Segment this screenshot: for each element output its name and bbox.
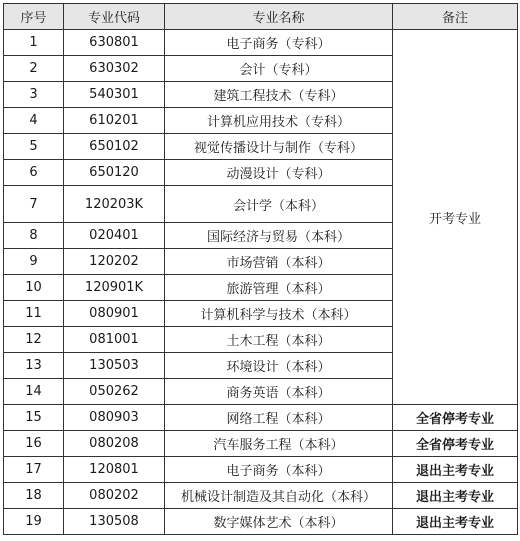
row-name: 土木工程（本科） bbox=[165, 327, 393, 353]
row-name: 计算机应用技术（专科） bbox=[165, 108, 393, 134]
row-name: 网络工程（本科） bbox=[165, 405, 393, 431]
row-code: 080903 bbox=[64, 405, 165, 431]
row-index: 16 bbox=[4, 431, 64, 457]
row-index: 5 bbox=[4, 134, 64, 160]
row-index: 6 bbox=[4, 160, 64, 186]
row-index: 18 bbox=[4, 483, 64, 509]
row-index: 4 bbox=[4, 108, 64, 134]
row-code: 080202 bbox=[64, 483, 165, 509]
row-name: 市场营销（本科） bbox=[165, 249, 393, 275]
row-code: 081001 bbox=[64, 327, 165, 353]
table-row bbox=[4, 431, 518, 457]
header-name: 专业名称 bbox=[165, 4, 393, 30]
row-name: 视觉传播设计与制作（专科） bbox=[165, 134, 393, 160]
row-index: 15 bbox=[4, 405, 64, 431]
row-index: 9 bbox=[4, 249, 64, 275]
row-name: 会计学（本科） bbox=[165, 186, 393, 223]
table-row bbox=[4, 483, 518, 509]
row-code: 540301 bbox=[64, 82, 165, 108]
row-index: 13 bbox=[4, 353, 64, 379]
header-row bbox=[4, 4, 518, 30]
row-name: 电子商务（本科） bbox=[165, 457, 393, 483]
row-name: 计算机科学与技术（本科） bbox=[165, 301, 393, 327]
row-code: 650120 bbox=[64, 160, 165, 186]
row-code: 020401 bbox=[64, 223, 165, 249]
row-code: 130503 bbox=[64, 353, 165, 379]
row-index: 7 bbox=[4, 186, 64, 223]
row-name: 会计（专科） bbox=[165, 56, 393, 82]
row-code: 120901K bbox=[64, 275, 165, 301]
row-index: 8 bbox=[4, 223, 64, 249]
table-row bbox=[4, 405, 518, 431]
row-name: 商务英语（本科） bbox=[165, 379, 393, 405]
major-table bbox=[3, 3, 518, 535]
row-name: 电子商务（专科） bbox=[165, 30, 393, 56]
header-code: 专业代码 bbox=[64, 4, 165, 30]
row-index: 12 bbox=[4, 327, 64, 353]
row-index: 1 bbox=[4, 30, 64, 56]
table-row bbox=[4, 509, 518, 535]
row-name: 环境设计（本科） bbox=[165, 353, 393, 379]
row-code: 630302 bbox=[64, 56, 165, 82]
row-name: 数字媒体艺术（本科） bbox=[165, 509, 393, 535]
table-row bbox=[4, 457, 518, 483]
row-note: 退出主考专业 bbox=[393, 509, 518, 535]
row-name: 汽车服务工程（本科） bbox=[165, 431, 393, 457]
row-index: 3 bbox=[4, 82, 64, 108]
row-code: 650102 bbox=[64, 134, 165, 160]
row-name: 机械设计制造及其自动化（本科） bbox=[165, 483, 393, 509]
row-code: 610201 bbox=[64, 108, 165, 134]
row-code: 630801 bbox=[64, 30, 165, 56]
row-index: 11 bbox=[4, 301, 64, 327]
table-row bbox=[4, 30, 518, 56]
row-note: 全省停考专业 bbox=[393, 431, 518, 457]
merged-note-cell: 开考专业 bbox=[393, 30, 518, 405]
row-code: 080901 bbox=[64, 301, 165, 327]
row-code: 050262 bbox=[64, 379, 165, 405]
row-name: 旅游管理（本科） bbox=[165, 275, 393, 301]
row-note: 全省停考专业 bbox=[393, 405, 518, 431]
row-index: 2 bbox=[4, 56, 64, 82]
header-index: 序号 bbox=[4, 4, 64, 30]
row-note: 退出主考专业 bbox=[393, 457, 518, 483]
row-index: 17 bbox=[4, 457, 64, 483]
row-name: 国际经济与贸易（本科） bbox=[165, 223, 393, 249]
row-name: 建筑工程技术（专科） bbox=[165, 82, 393, 108]
row-index: 19 bbox=[4, 509, 64, 535]
row-code: 120202 bbox=[64, 249, 165, 275]
row-index: 10 bbox=[4, 275, 64, 301]
row-code: 130508 bbox=[64, 509, 165, 535]
row-index: 14 bbox=[4, 379, 64, 405]
row-code: 120801 bbox=[64, 457, 165, 483]
row-code: 080208 bbox=[64, 431, 165, 457]
row-code: 120203K bbox=[64, 186, 165, 223]
row-name: 动漫设计（专科） bbox=[165, 160, 393, 186]
row-note: 退出主考专业 bbox=[393, 483, 518, 509]
header-note: 备注 bbox=[393, 4, 518, 30]
